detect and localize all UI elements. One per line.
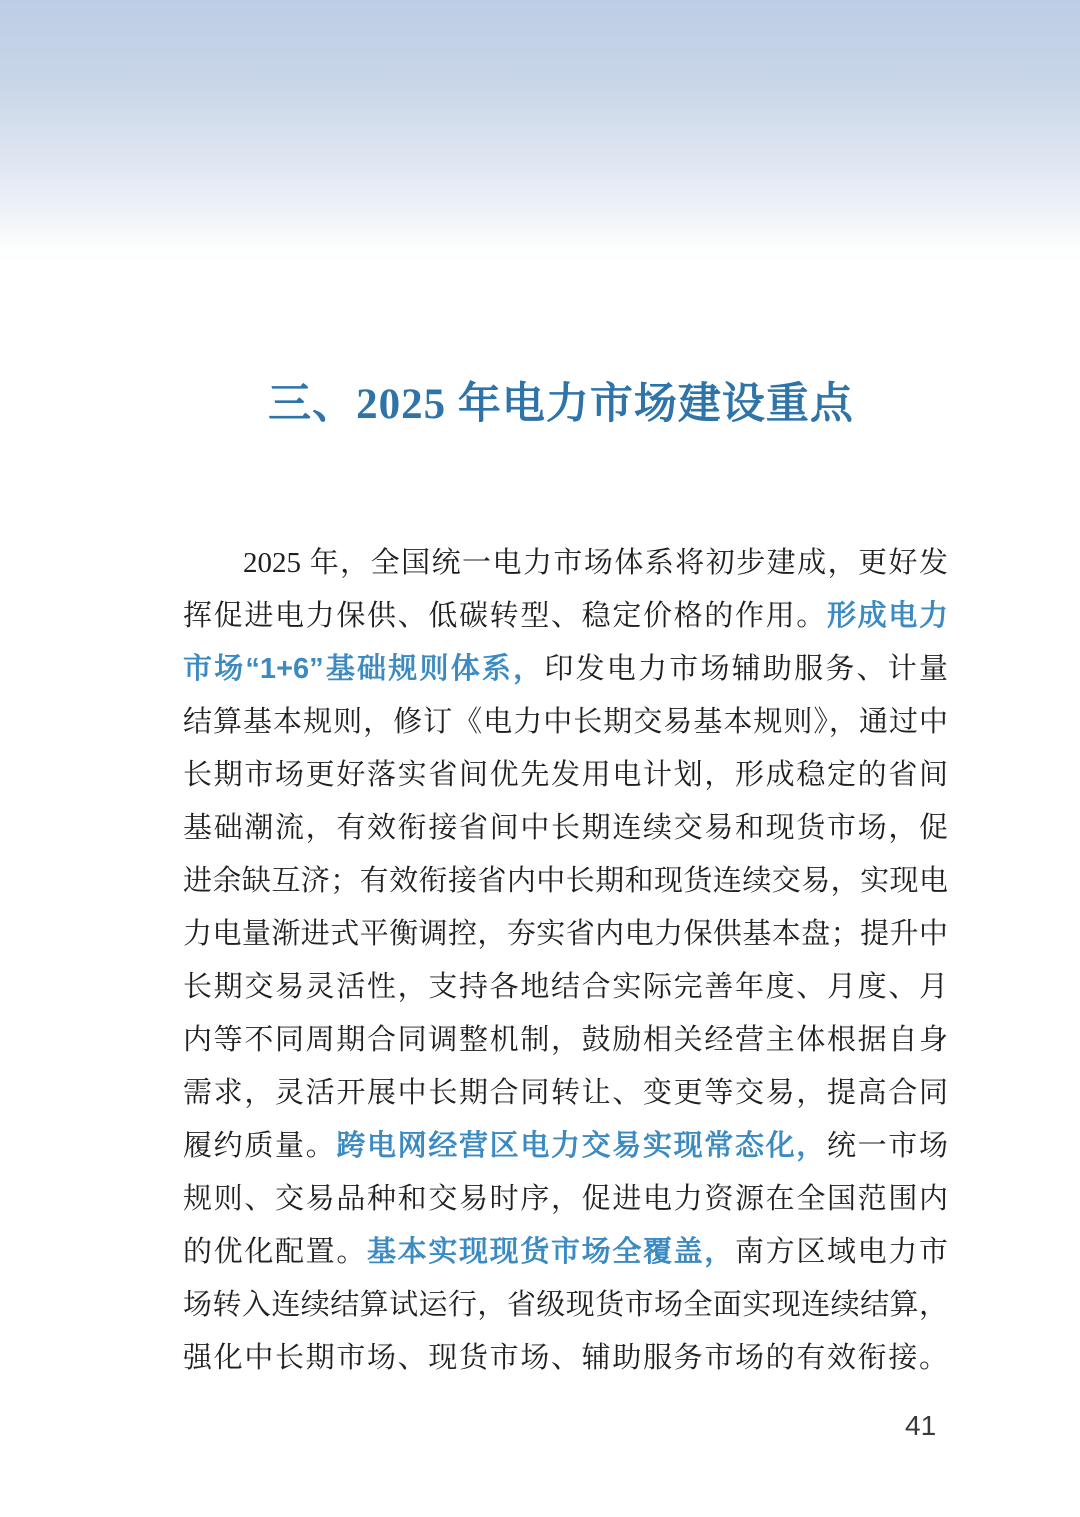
body-text-segment: 挥促进电力保供、低碳转型、稳定价格的作用。 xyxy=(183,600,827,632)
body-text-segment: 规则、交易品种和交易时序，促进电力资源在全国范围内 xyxy=(183,1183,948,1215)
body-text-segment: 统一市场 xyxy=(826,1130,948,1162)
text-line xyxy=(183,1173,948,1226)
accent-text: 基本实现现货市场全覆盖， xyxy=(367,1236,735,1268)
body-text-segment: 强化中长期市场、现货市场、辅助服务市场的有效衔接。 xyxy=(183,1342,948,1374)
body-text-segment: 长期市场更好落实省间优先发用电计划，形成稳定的省间 xyxy=(183,759,948,791)
body-text-segment: 结算基本规则，修订《电力中长期交易基本规则》，通过中 xyxy=(183,706,948,738)
body-text-segment: 的优化配置。 xyxy=(183,1236,367,1268)
body-text-segment: 印发电力市场辅助服务、计量 xyxy=(544,653,948,685)
body-text-segment: 场转入连续结算试运行，省级现货市场全面实现连续结算， xyxy=(183,1289,948,1321)
text-line xyxy=(183,1332,948,1385)
body-text-segment: 进余缺互济；有效衔接省内中长期和现货连续交易，实现电 xyxy=(183,865,948,897)
accent-text: 跨电网经营区电力交易实现常态化， xyxy=(336,1130,827,1162)
body-paragraph xyxy=(183,537,948,1385)
text-line xyxy=(183,590,948,643)
body-text-segment: 内等不同周期合同调整机制，鼓励相关经营主体根据自身 xyxy=(183,1024,948,1056)
text-line xyxy=(183,1014,948,1067)
body-text-segment: 履约质量。 xyxy=(183,1130,337,1162)
text-line xyxy=(183,1226,948,1279)
body-text-segment: 南方区域电力市 xyxy=(734,1236,948,1268)
body-text-segment: 需求，灵活开展中长期合同转让、变更等交易，提高合同 xyxy=(183,1077,948,1109)
body-text-segment: 2025 年，全国统一电力市场体系将初步建成，更好发 xyxy=(243,547,948,579)
text-line xyxy=(183,855,948,908)
text-line xyxy=(183,1067,948,1120)
text-line xyxy=(183,908,948,961)
text-line xyxy=(183,749,948,802)
text-line xyxy=(183,537,948,590)
body-text-segment: 基础潮流，有效衔接省间中长期连续交易和现货市场，促 xyxy=(183,812,948,844)
text-line xyxy=(183,802,948,855)
text-line xyxy=(183,696,948,749)
accent-text: 形成电力 xyxy=(826,600,948,632)
accent-text: 市场“1+6”基础规则体系， xyxy=(183,653,545,685)
text-line xyxy=(183,961,948,1014)
section-title: 三、2025 年电力市场建设重点 xyxy=(268,380,854,428)
header-gradient xyxy=(0,0,1080,268)
text-line xyxy=(183,1120,948,1173)
body-text-segment: 力电量渐进式平衡调控，夯实省内电力保供基本盘；提升中 xyxy=(183,918,948,950)
page-number: 41 xyxy=(905,1410,937,1441)
body-text-segment: 长期交易灵活性，支持各地结合实际完善年度、月度、月 xyxy=(183,971,948,1003)
text-line xyxy=(183,643,948,696)
text-line xyxy=(183,1279,948,1332)
